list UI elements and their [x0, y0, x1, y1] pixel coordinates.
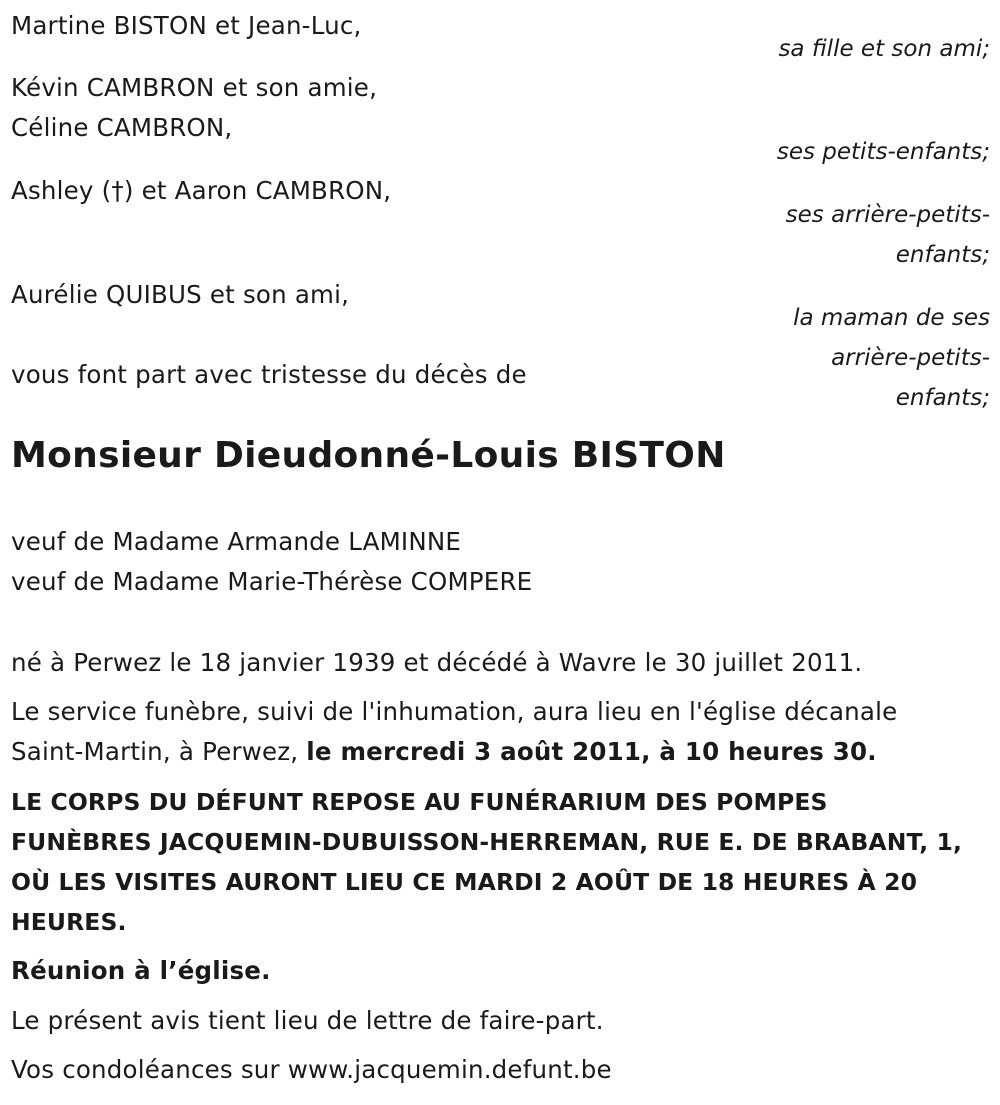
notice-line: Le présent avis tient lieu de lettre de faire-part.: [11, 1006, 604, 1035]
service-line-1: Le service funèbre, suivi de l'inhumation, aura lieu en l'église décanale: [11, 697, 898, 726]
relation-4c: enfants;: [895, 385, 990, 411]
meeting-note: Réunion à l’église.: [11, 956, 271, 985]
deceased-name: Monsieur Dieudonné-Louis BISTON: [11, 435, 726, 476]
family-member-2a: Kévin CAMBRON et son amie,: [11, 73, 378, 102]
repose-line-2: FUNÈBRES JACQUEMIN-DUBUISSON-HERREMAN, RUE E. DE BRABANT, 1,: [11, 828, 963, 856]
repose-line-4: HEURES.: [11, 908, 127, 936]
relation-4b: arrière-petits-: [831, 345, 990, 371]
condolences-line: Vos condoléances sur www.jacquemin.defunt.be: [11, 1055, 612, 1084]
widower-line-1: veuf de Madame Armande LAMINNE: [11, 527, 462, 556]
service-line-2: [11, 732, 877, 772]
family-member-1: Martine BISTON et Jean-Luc,: [11, 11, 362, 40]
relation-1: sa fille et son ami;: [778, 36, 990, 62]
birth-death-line: né à Perwez le 18 janvier 1939 et décédé à Wavre le 30 juillet 2011.: [11, 648, 863, 677]
repose-line-1: LE CORPS DU DÉFUNT REPOSE AU FUNÉRARIUM DES POMPES: [11, 788, 828, 816]
service-date: le mercredi 3 août 2011, à 10 heures 30.: [306, 737, 877, 766]
family-member-3: Ashley (†) et Aaron CAMBRON,: [11, 176, 392, 205]
announcement: vous font part avec tristesse du décès de: [11, 360, 527, 389]
repose-notice: [11, 782, 996, 942]
service-place: Saint-Martin, à Perwez,: [11, 737, 307, 766]
relation-3a: ses arrière-petits-: [785, 202, 990, 228]
repose-line-3: OÙ LES VISITES AURONT LIEU CE MARDI 2 AOÛT DE 18 HEURES À 20: [11, 868, 918, 896]
relation-2: ses petits-enfants;: [776, 139, 990, 165]
relation-3b: enfants;: [895, 242, 990, 268]
family-member-4: Aurélie QUIBUS et son ami,: [11, 280, 350, 309]
widower-line-2: veuf de Madame Marie-Thérèse COMPERE: [11, 567, 533, 596]
family-member-2b: Céline CAMBRON,: [11, 113, 233, 142]
relation-4a: la maman de ses: [793, 305, 990, 331]
